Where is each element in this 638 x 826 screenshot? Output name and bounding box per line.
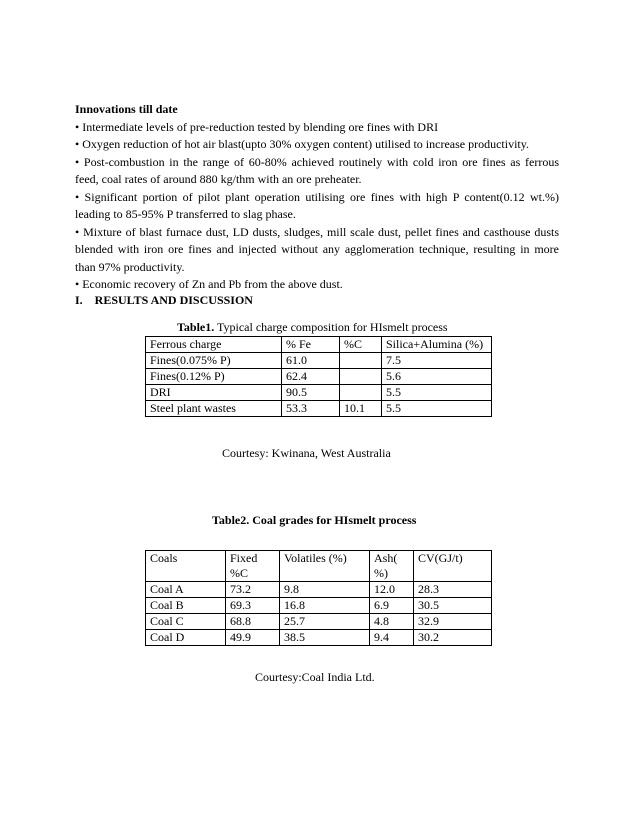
table-cell: 5.5 bbox=[382, 401, 492, 417]
table-row bbox=[146, 598, 492, 614]
bullet-item: • Intermediate levels of pre-reduction tested by blending ore fines with DRI bbox=[75, 119, 439, 134]
section-heading bbox=[75, 293, 253, 308]
header-cell: Volatiles (%) bbox=[280, 551, 370, 582]
table-row bbox=[146, 385, 492, 401]
table-cell: 38.5 bbox=[280, 630, 370, 646]
charge-composition-table bbox=[145, 336, 492, 417]
table-cell bbox=[340, 353, 382, 369]
table-cell: Coal D bbox=[146, 630, 226, 646]
table-cell: 32.9 bbox=[414, 614, 492, 630]
table-cell: 5.6 bbox=[382, 369, 492, 385]
innovations-section bbox=[75, 101, 559, 294]
table-cell: Coal C bbox=[146, 614, 226, 630]
table-row bbox=[146, 582, 492, 598]
table-cell: 9.4 bbox=[370, 630, 414, 646]
table2-caption: Table2. Coal grades for HIsmelt process bbox=[212, 513, 417, 527]
bullet-item: • Post-combustion in the range of 60-80% achieved routinely with cold iron ore fines as ferrous feed, coal rates of around 880 kg/thm with an ore preheater. bbox=[75, 154, 559, 186]
table1-courtesy: Courtesy: Kwinana, West Australia bbox=[222, 446, 391, 460]
table-cell: 4.8 bbox=[370, 614, 414, 630]
table-cell: 61.0 bbox=[282, 353, 340, 369]
section-title: RESULTS AND DISCUSSION bbox=[94, 293, 253, 307]
table1-caption-label: Table1. bbox=[177, 320, 215, 334]
innovations-heading: Innovations till date bbox=[75, 102, 178, 116]
table1-caption-text: Typical charge composition for HIsmelt process bbox=[214, 320, 448, 334]
table-row bbox=[146, 369, 492, 385]
header-cell: Coals bbox=[146, 551, 226, 582]
bullet-item: • Mixture of blast furnace dust, LD dusts, sludges, mill scale dust, pellet fines and casthouse dusts blended with iron ore fines and injected without any agglomeration technique, resulting in more than 97% productivity. bbox=[75, 224, 559, 274]
table-cell: 10.1 bbox=[340, 401, 382, 417]
table-row bbox=[146, 353, 492, 369]
coal-grades-table bbox=[145, 550, 492, 646]
table-header-row bbox=[146, 337, 492, 353]
bullet-item: • Oxygen reduction of hot air blast(upto 30% oxygen content) utilised to increase productivity. bbox=[75, 137, 529, 151]
table-cell: 69.3 bbox=[226, 598, 280, 614]
table-cell: 30.2 bbox=[414, 630, 492, 646]
bullet-item: • Economic recovery of Zn and Pb from the above dust. bbox=[75, 277, 343, 291]
table-cell: Steel plant wastes bbox=[146, 401, 282, 417]
bullet-item: • Significant portion of pilot plant operation utilising ore fines with high P content(0.12 wt.%) leading to 85-95% P transferred to slag phase. bbox=[75, 189, 559, 221]
header-cell: Ash( %) bbox=[370, 551, 414, 582]
table-cell: Coal A bbox=[146, 582, 226, 598]
table-cell: Fines(0.075% P) bbox=[146, 353, 282, 369]
table-row bbox=[146, 614, 492, 630]
table-row bbox=[146, 630, 492, 646]
table-cell: 5.5 bbox=[382, 385, 492, 401]
header-cell: %C bbox=[340, 337, 382, 353]
table-cell: DRI bbox=[146, 385, 282, 401]
table1-caption bbox=[177, 320, 448, 335]
table-cell: 30.5 bbox=[414, 598, 492, 614]
table-cell bbox=[340, 369, 382, 385]
table-cell: 6.9 bbox=[370, 598, 414, 614]
table-cell: 28.3 bbox=[414, 582, 492, 598]
table-cell: 16.8 bbox=[280, 598, 370, 614]
table-cell: 73.2 bbox=[226, 582, 280, 598]
table-cell: 68.8 bbox=[226, 614, 280, 630]
table-header-row bbox=[146, 551, 492, 582]
header-cell: % Fe bbox=[282, 337, 340, 353]
header-cell: Ferrous charge bbox=[146, 337, 282, 353]
table-cell: 25.7 bbox=[280, 614, 370, 630]
table-cell: 12.0 bbox=[370, 582, 414, 598]
table-cell: 49.9 bbox=[226, 630, 280, 646]
table-cell bbox=[340, 385, 382, 401]
table-row bbox=[146, 401, 492, 417]
table-cell: 9.8 bbox=[280, 582, 370, 598]
table-cell: 62.4 bbox=[282, 369, 340, 385]
header-cell: CV(GJ/t) bbox=[414, 551, 492, 582]
table-cell: 90.5 bbox=[282, 385, 340, 401]
table2-courtesy: Courtesy:Coal India Ltd. bbox=[255, 670, 375, 684]
header-cell: Silica+Alumina (%) bbox=[382, 337, 492, 353]
header-cell: Fixed %C bbox=[226, 551, 280, 582]
table-cell: Fines(0.12% P) bbox=[146, 369, 282, 385]
table-cell: 53.3 bbox=[282, 401, 340, 417]
table-cell: Coal B bbox=[146, 598, 226, 614]
table-cell: 7.5 bbox=[382, 353, 492, 369]
section-number: I. bbox=[75, 293, 83, 307]
